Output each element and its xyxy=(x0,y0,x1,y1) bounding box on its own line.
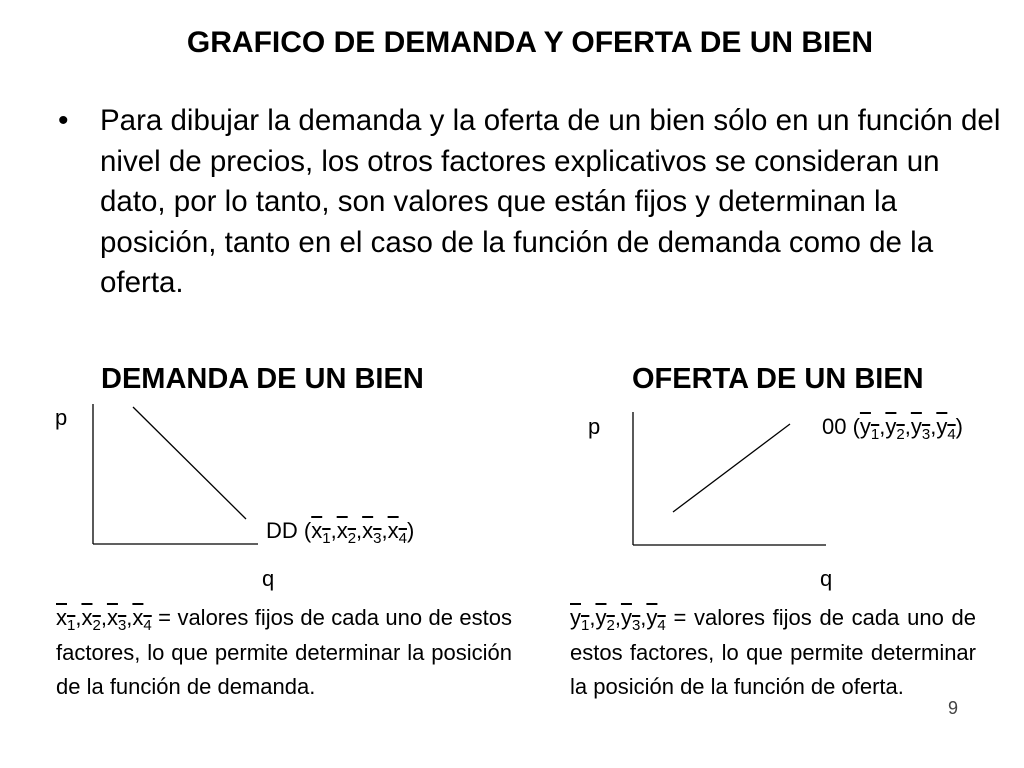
supply-factor: $y_2$ xyxy=(885,414,905,443)
supply-curve xyxy=(673,424,790,512)
demand-curve-prefix: DD ( xyxy=(266,518,312,543)
demand-curve-suffix: ) xyxy=(406,518,415,543)
supply-note-factor: $y_3$ xyxy=(620,605,641,634)
bullet-paragraph: Para dibujar la demanda y la oferta de un bien sólo en un función del nivel de precios, los otros factores explicativos se consideran un dato, por lo tanto, son valores que están fijos y determinan la posición, tanto en el caso de la función de demanda como de la oferta. xyxy=(100,104,1001,299)
bullet-marker: • xyxy=(58,104,69,137)
supply-note-factor: $y_4$ xyxy=(646,605,666,634)
supply-note-factor: $y_1$ xyxy=(570,605,590,634)
slide-title: GRAFICO DE DEMANDA Y OFERTA DE UN BIEN xyxy=(186,26,874,59)
demand-factor: $x_2$ xyxy=(336,518,357,547)
supply-heading: OFERTA DE UN BIEN xyxy=(632,363,924,395)
slide-number: 9 xyxy=(948,698,959,718)
supply-curve-label: 00 $(y_1,y_2,y_3,y_4)$ xyxy=(822,414,963,443)
demand-note-factor: $x_4$ xyxy=(132,605,152,634)
demand-note: $x_1,x_2,x_3,x_4$ = valores fijos de cada uno de estos factores, lo que permite determinar la posición de la función de demanda. xyxy=(56,605,512,699)
demand-curve xyxy=(133,407,246,519)
demand-factor: $x_4$ xyxy=(387,518,407,547)
supply-diagram xyxy=(633,412,826,545)
demand-diagram xyxy=(93,404,258,544)
demand-note-factor: $x_3$ xyxy=(106,605,127,634)
demand-note-factor: $x_2$ xyxy=(81,605,101,634)
demand-q-label: q xyxy=(262,566,275,591)
supply-factor: $y_4$ xyxy=(936,414,956,443)
demand-factor: $x_3$ xyxy=(362,518,382,547)
supply-curve-suffix: ) xyxy=(955,414,963,439)
supply-curve-prefix: 00 ( xyxy=(822,414,860,439)
supply-note-text: = valores fijos de cada uno de estos factores, lo que permite determinar la posición de la función de oferta. xyxy=(570,605,976,699)
supply-note-factor: $y_2$ xyxy=(595,605,615,634)
demand-curve-label: DD $(x_1,x_2,x_3,x_4)$ xyxy=(266,518,415,547)
demand-heading: DEMANDA DE UN BIEN xyxy=(101,363,424,395)
demand-note-factor: $x_1$ xyxy=(56,605,76,634)
supply-note: $y_1,y_2,y_3,y_4$ = valores fijos de cada uno de estos factores, lo que permite determinar la posición de la función de oferta. xyxy=(570,605,976,699)
demand-factor: $x_1$ xyxy=(311,518,331,547)
supply-p-label: p xyxy=(588,414,601,439)
demand-p-label: p xyxy=(55,405,68,430)
supply-factor: $y_3$ xyxy=(910,414,931,443)
demand-note-text: = valores fijos de cada uno de estos factores, lo que permite determinar la posición de la función de demanda. xyxy=(56,605,512,699)
supply-factor: $y_1$ xyxy=(859,414,880,443)
supply-q-label: q xyxy=(820,566,833,591)
